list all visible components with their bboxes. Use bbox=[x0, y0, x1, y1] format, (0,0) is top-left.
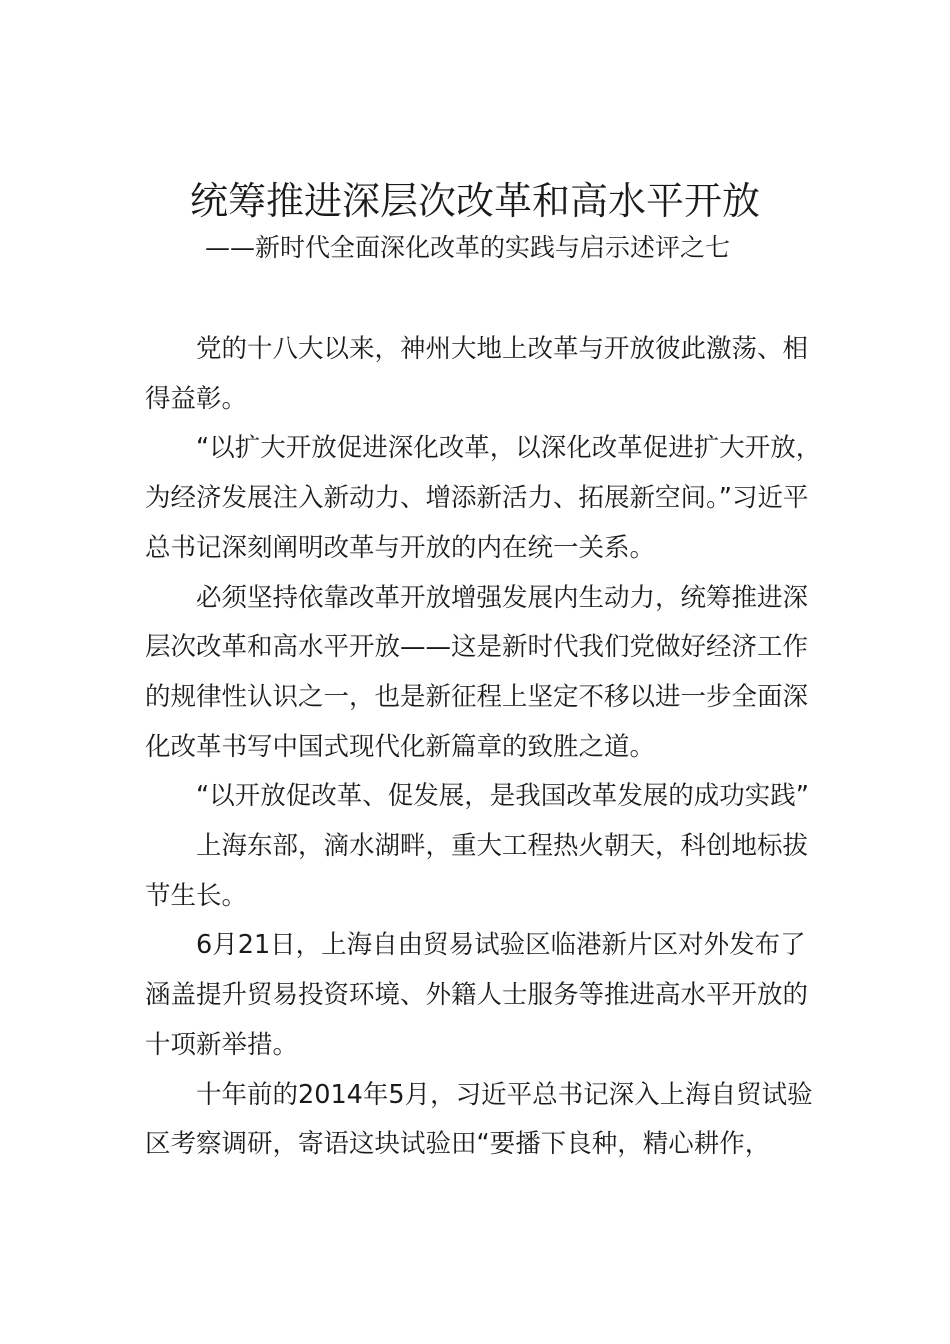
document-title: 统筹推进深层次改革和高水平开放 bbox=[189, 179, 760, 223]
paragraph: 必须坚持依靠改革开放增强发展内生动力，统筹推进深层次改革和高水平开放——这是新时代我们党做好经济工作的规律性认识之一，也是新征程上坚定不移以进一步全面深化改革书写中国式现代化新篇章的致胜之道。 bbox=[145, 582, 809, 762]
paragraph: “以扩大开放促进深化改革，以深化改革促进扩大开放，为经济发展注入新动力、增添新活力、拓展新空间。”习近平总书记深刻阐明改革与开放的内在统一关系。 bbox=[145, 433, 822, 563]
paragraph: 党的十八大以来，神州大地上改革与开放彼此激荡、相得益彰。 bbox=[145, 334, 809, 414]
document-body bbox=[145, 325, 825, 1170]
section-heading: “以开放促改革、促发展，是我国改革发展的成功实践” bbox=[196, 781, 809, 812]
paragraph: 6月21日，上海自由贸易试验区临港新片区对外发布了涵盖提升贸易投资环境、外籍人士服务等推进高水平开放的十项新举措。 bbox=[145, 930, 809, 1060]
document-subtitle: ——新时代全面深化改革的实践与启示述评之七 bbox=[205, 233, 731, 262]
paragraph: 上海东部，滴水湖畔，重大工程热火朝天，科创地标拔节生长。 bbox=[145, 831, 809, 911]
paragraph: 十年前的2014年5月，习近平总书记深入上海自贸试验区考察调研，寄语这块试验田“要播下良种，精心耕作， bbox=[145, 1079, 813, 1160]
